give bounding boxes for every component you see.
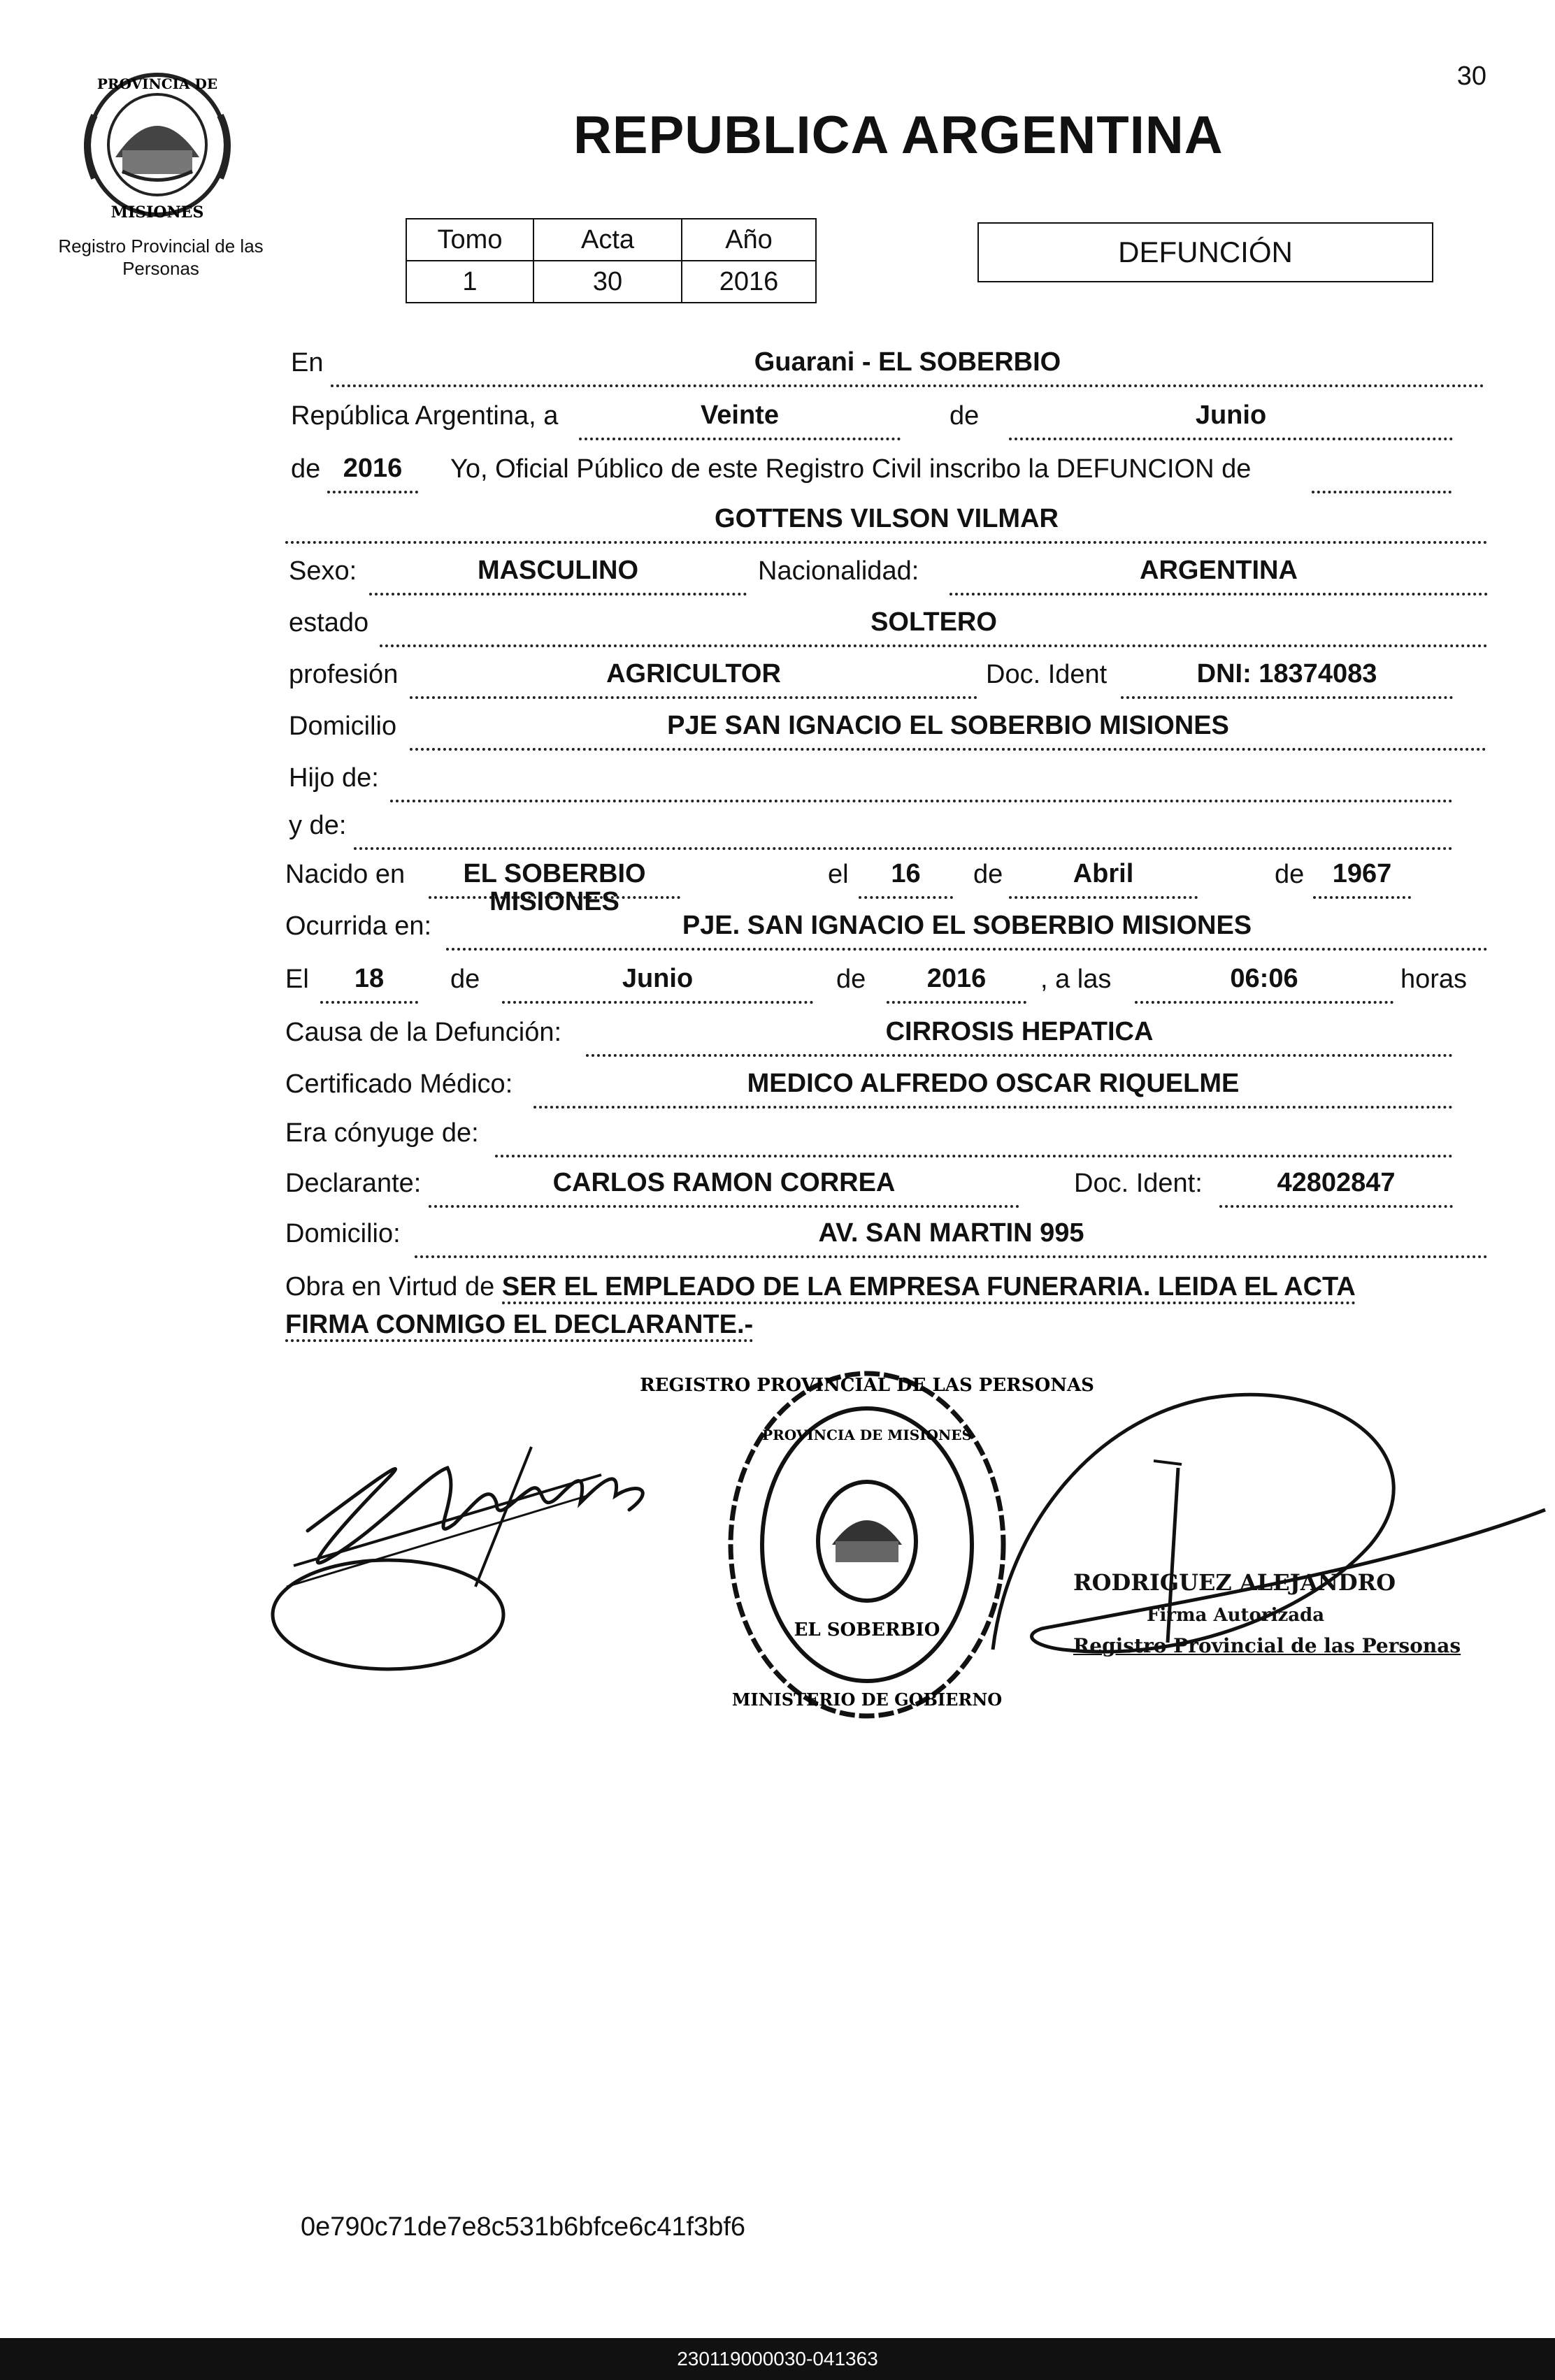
value-doc: DNI: 18374083 <box>1121 660 1453 699</box>
official-stamp-icon <box>640 1363 1094 1726</box>
label-de-3: de <box>973 860 1003 889</box>
footer-code-bar: 230119000030-041363 <box>0 2338 1555 2380</box>
book-value-tomo: 1 <box>406 261 533 303</box>
value-nac-anio: 1967 <box>1313 860 1411 899</box>
label-de-1: de <box>950 401 980 431</box>
label-ocurrida-en: Ocurrida en: <box>285 911 432 941</box>
value-y-de <box>354 811 1453 850</box>
label-de-2: de <box>291 454 321 484</box>
value-nacido-en: EL SOBERBIO MISIONES <box>429 860 680 899</box>
obra-line-1 <box>285 1272 1488 1302</box>
row-conyuge <box>285 1118 1488 1163</box>
value-hora: 06:06 <box>1135 965 1393 1004</box>
label-el-cap: El <box>285 965 309 994</box>
label-sexo: Sexo: <box>289 556 357 586</box>
officer-name: RODRIGUEZ ALEJANDRO <box>1073 1569 1396 1596</box>
row-domicilio <box>285 712 1488 756</box>
label-el: el <box>828 860 849 889</box>
label-estado: estado <box>289 608 369 637</box>
row-ocurrida <box>285 911 1488 956</box>
row-hijo-de <box>285 763 1488 808</box>
value-conyuge <box>495 1118 1453 1157</box>
value-ocurrida-en: PJE. SAN IGNACIO EL SOBERBIO MISIONES <box>446 911 1488 951</box>
registry-label: Registro Provincial de las Personas <box>58 236 264 279</box>
label-en: En <box>291 348 324 377</box>
book-table <box>406 218 817 303</box>
page-title: REPUBLICA ARGENTINA <box>573 106 1224 165</box>
value-blank-1 <box>1312 454 1452 493</box>
stamp-outer-text: REGISTRO PROVINCIAL DE LAS PERSONAS <box>640 1375 1094 1396</box>
label-conyuge: Era cónyuge de: <box>285 1118 479 1148</box>
label-nacido-en: Nacido en <box>285 860 406 889</box>
value-lugar: Guarani - EL SOBERBIO <box>331 348 1484 387</box>
seal-text-top: PROVINCIA DE <box>96 75 218 92</box>
row-nombre <box>285 505 1488 549</box>
value-obra-1: SER EL EMPLEADO DE LA EMPRESA FUNERARIA. LEIDA EL ACTA <box>502 1272 1356 1304</box>
row-sexo <box>285 556 1488 601</box>
value-mes: Junio <box>1009 401 1453 440</box>
provincial-seal-icon <box>73 66 241 227</box>
value-anio: 2016 <box>327 454 418 493</box>
value-nombre: GOTTENS VILSON VILMAR <box>285 505 1488 544</box>
row-inscripcion <box>285 454 1488 499</box>
row-profesion <box>285 660 1488 705</box>
stamp-city: EL SOBERBIO <box>794 1620 940 1640</box>
label-horas: horas <box>1400 965 1468 994</box>
signature-left-icon <box>266 1405 699 1699</box>
value-causa: CIRROSIS HEPATICA <box>586 1018 1453 1057</box>
book-header-tomo: Tomo <box>406 219 533 261</box>
officer-registry: Registro Provincial de las Personas <box>1073 1634 1461 1657</box>
stamp-inner-text: PROVINCIA DE MISIONES <box>762 1427 972 1443</box>
value-declarante: CARLOS RAMON CORREA <box>429 1169 1019 1208</box>
value-nac-mes: Abril <box>1009 860 1198 899</box>
value-def-mes: Junio <box>502 965 813 1004</box>
label-profesion: profesión <box>289 660 399 689</box>
row-nacimiento <box>285 859 1488 916</box>
value-domicilio: PJE SAN IGNACIO EL SOBERBIO MISIONES <box>410 712 1486 751</box>
value-certificado: MEDICO ALFREDO OSCAR RIQUELME <box>533 1069 1453 1109</box>
row-fecha-defuncion <box>285 965 1488 1009</box>
label-doc-ident-2: Doc. Ident: <box>1074 1169 1203 1198</box>
value-profesion: AGRICULTOR <box>410 660 977 699</box>
book-header-acta: Acta <box>533 219 682 261</box>
row-declarante <box>285 1169 1488 1213</box>
label-de-5: de <box>450 965 480 994</box>
label-a-las: , a las <box>1040 965 1112 994</box>
row-fecha <box>285 401 1488 446</box>
officer-title: Firma Autorizada <box>1147 1605 1325 1626</box>
label-causa: Causa de la Defunción: <box>285 1018 562 1047</box>
row-lugar <box>285 348 1488 393</box>
label-yo: Yo, Oficial Público de este Registro Civil inscribo la DEFUNCION de <box>450 454 1252 484</box>
label-domicilio-2: Domicilio: <box>285 1219 401 1248</box>
label-y-de: y de: <box>289 811 347 840</box>
label-republica: República Argentina, a <box>291 401 559 431</box>
value-hijo-de <box>390 763 1453 802</box>
document-hash: 0e790c71de7e8c531b6bfce6c41f3bf6 <box>301 2212 746 2242</box>
row-y-de <box>285 811 1488 856</box>
row-estado <box>285 608 1488 653</box>
value-def-anio: 2016 <box>887 965 1026 1004</box>
label-nacionalidad: Nacionalidad: <box>758 556 919 586</box>
row-certificado <box>285 1069 1488 1114</box>
value-obra-2: FIRMA CONMIGO EL DECLARANTE.- <box>285 1310 753 1342</box>
label-declarante: Declarante: <box>285 1169 422 1198</box>
book-header-anio: Año <box>682 219 816 261</box>
value-declarante-doc: 42802847 <box>1219 1169 1453 1208</box>
seal-text-bottom: MISIONES <box>110 203 204 222</box>
value-estado: SOLTERO <box>380 608 1488 647</box>
label-hijo-de: Hijo de: <box>289 763 379 793</box>
label-de-6: de <box>836 965 866 994</box>
value-nac-dia: 16 <box>859 860 953 899</box>
book-value-anio: 2016 <box>682 261 816 303</box>
document-type-box: DEFUNCIÓN <box>977 222 1433 282</box>
value-declarante-domicilio: AV. SAN MARTIN 995 <box>415 1219 1488 1258</box>
row-declarante-domicilio <box>285 1219 1488 1264</box>
stamp-lower-text: MINISTERIO DE GOBIERNO <box>731 1689 1003 1710</box>
obra-line-2 <box>285 1310 1488 1340</box>
book-value-acta: 30 <box>533 261 682 303</box>
value-def-dia: 18 <box>320 965 418 1004</box>
value-sexo: MASCULINO <box>369 556 747 596</box>
label-domicilio: Domicilio <box>289 712 397 741</box>
page-number: 30 <box>1456 62 1486 91</box>
row-causa <box>285 1018 1488 1062</box>
value-nacionalidad: ARGENTINA <box>950 556 1488 596</box>
label-certificado: Certificado Médico: <box>285 1069 513 1099</box>
value-dia: Veinte <box>579 401 901 440</box>
label-de-4: de <box>1275 860 1305 889</box>
label-doc-ident: Doc. Ident <box>986 660 1108 689</box>
label-obra: Obra en Virtud de <box>285 1272 495 1301</box>
